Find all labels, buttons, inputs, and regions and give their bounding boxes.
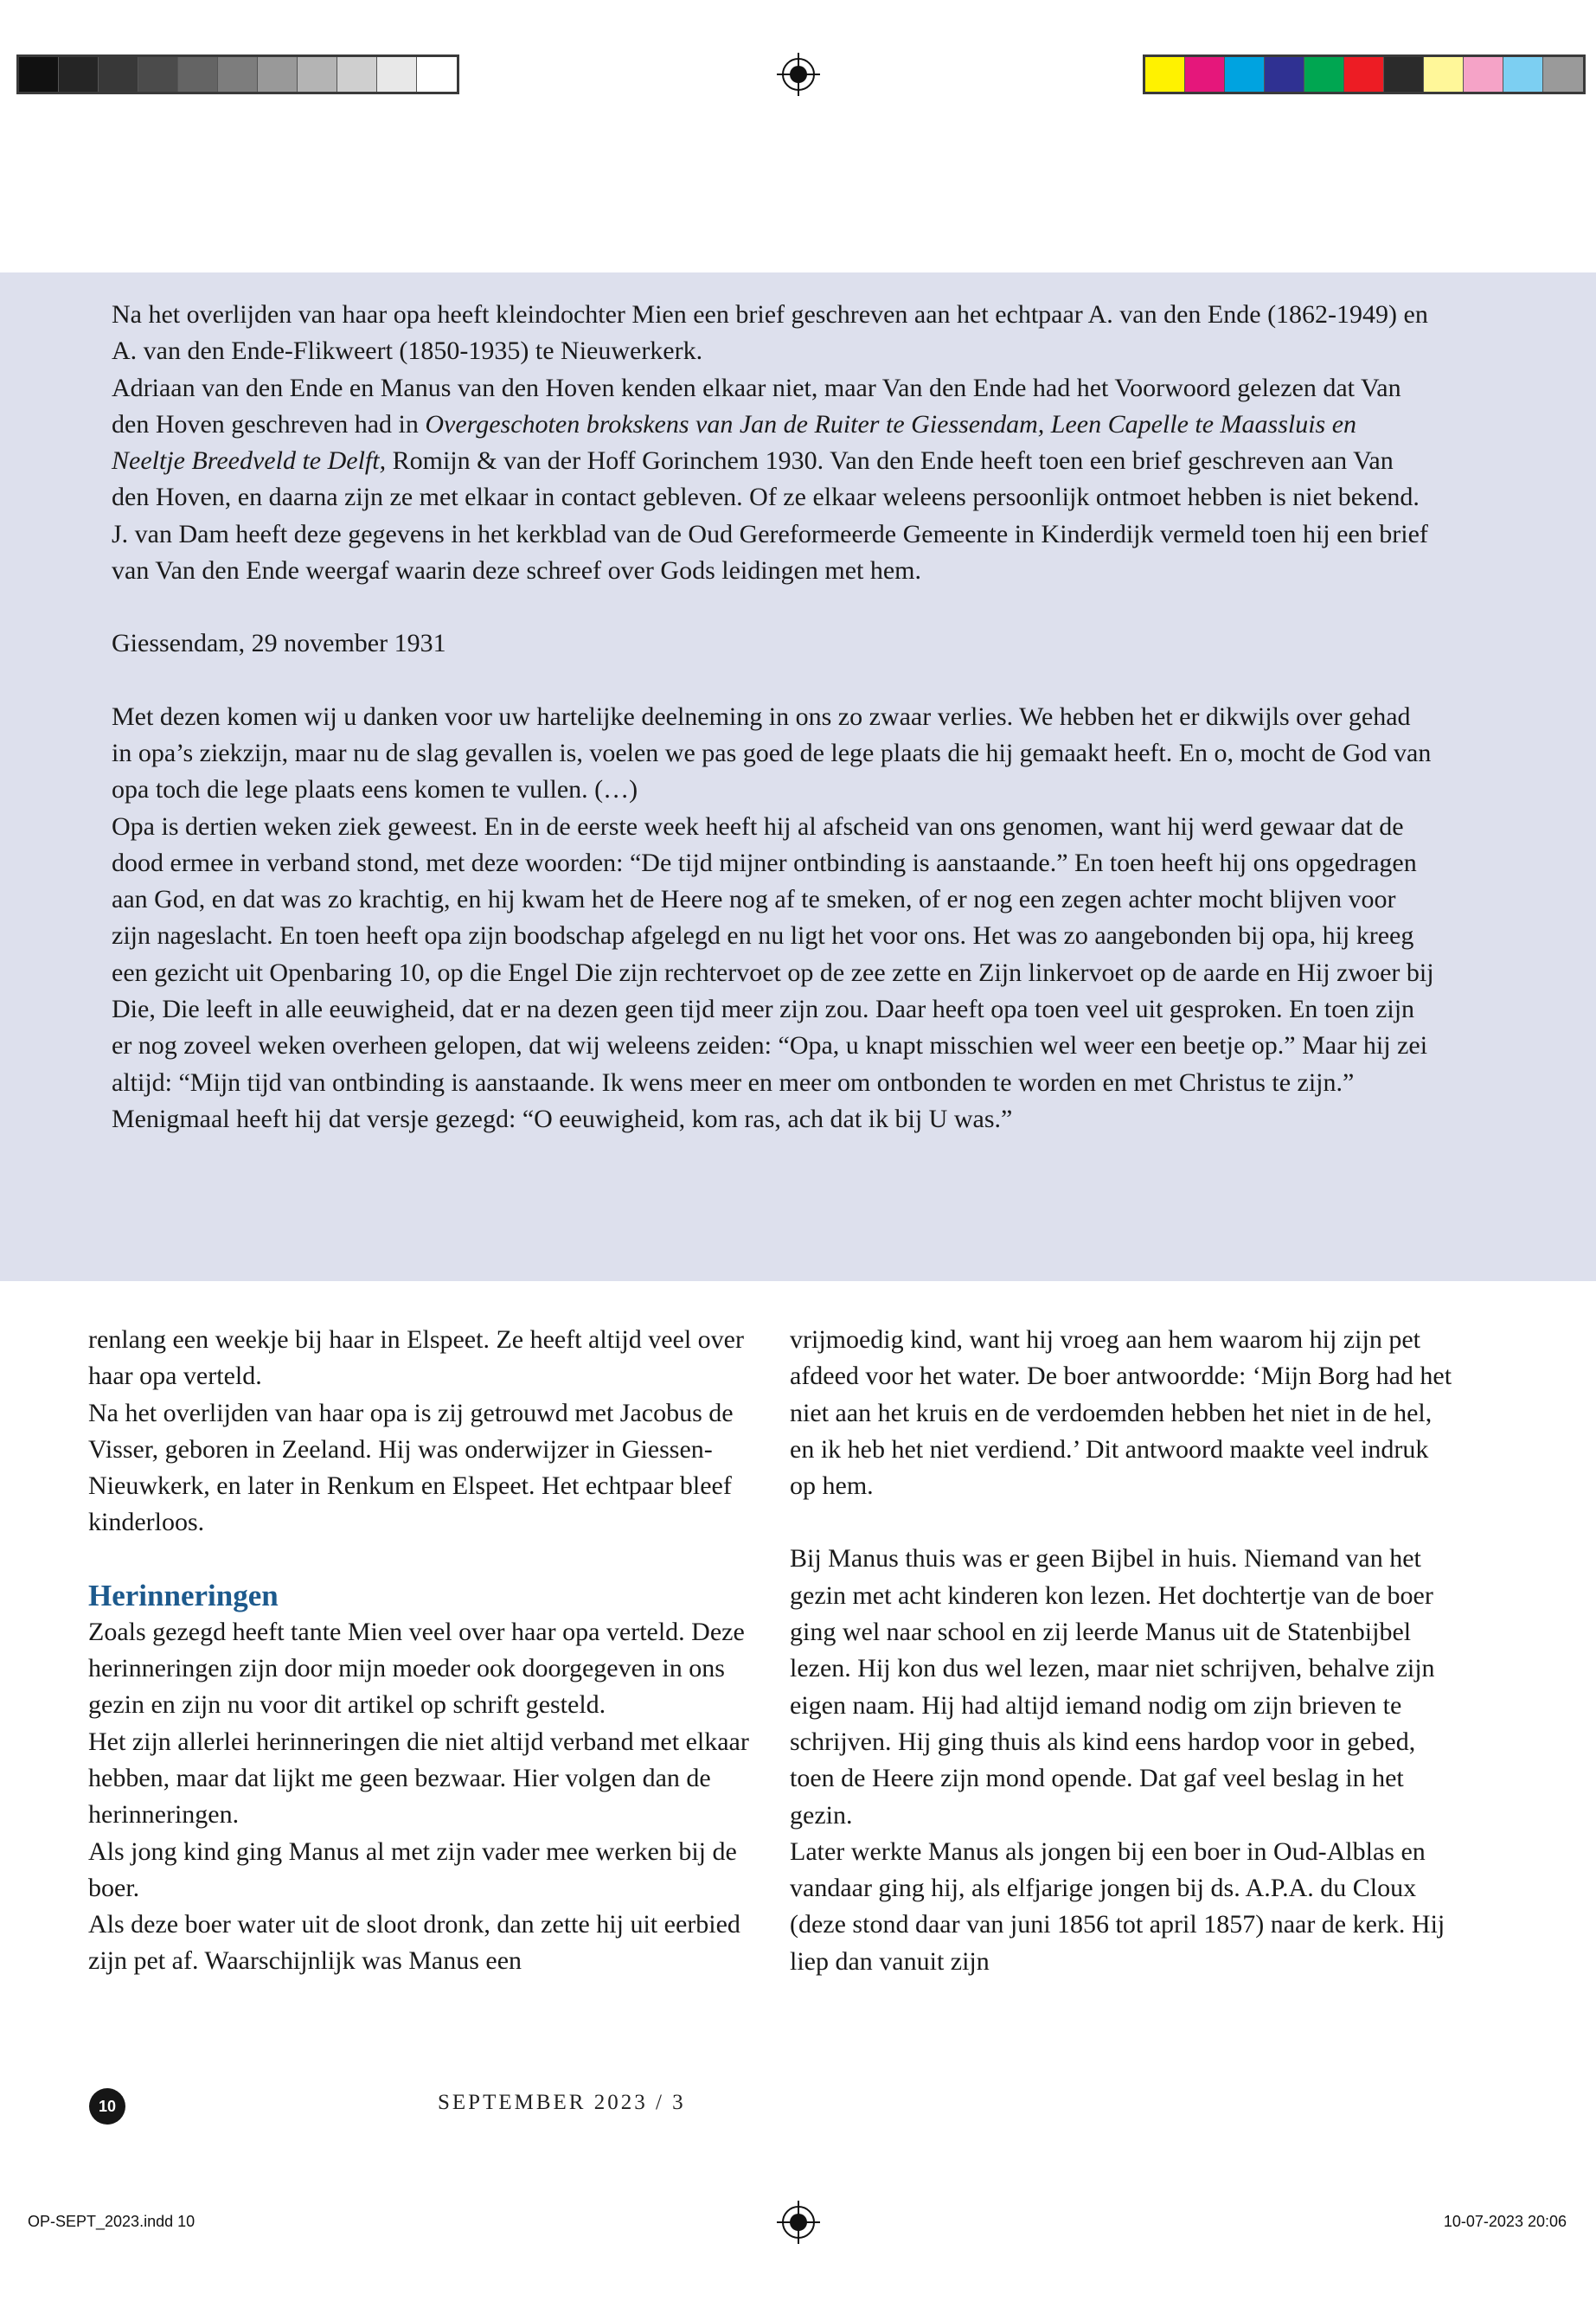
color-swatch <box>1265 57 1304 92</box>
color-swatch <box>218 57 258 92</box>
color-swatch <box>1145 57 1185 92</box>
body-paragraph: Het zijn allerlei herinneringen die niet altijd verband met elkaar hebben, maar dat lijkt me geen bezwaar. Hier volgen dan de herinneringen. <box>88 1727 749 1830</box>
letter-box <box>0 272 1596 1281</box>
body-paragraph: Bij Manus thuis was er geen Bijbel in huis. Niemand van het gezin met acht kinderen kon lezen. Het dochtertje van de boer ging wel naar school en zij leerde Manus uit de Statenbijbel lezen. Hij kon dus wel lezen, maar niet schrijven, behalve zijn eigen naam. Hij had altijd iemand nodig om zijn brieven te schrijven. Hij ging thuis als kind eens hardop voor in gebed, toen de Heere zijn mond opende. Dat gaf veel beslag in het gezin. <box>790 1544 1435 1830</box>
letter-date: Giessendam, 29 november 1931 <box>112 629 446 658</box>
section-heading: Herinneringen <box>88 1578 279 1612</box>
page-number-badge: 10 <box>89 2088 125 2125</box>
intro-paragraph-1: Na het overlijden van haar opa heeft kleindochter Mien een brief geschreven aan het echtpaar A. van den Ende (1862-1949) en A. van den Ende-Flikweert (1850-1935) te Nieuwerkerk. <box>112 300 1428 366</box>
color-swatch <box>1464 57 1503 92</box>
color-swatch <box>19 57 59 92</box>
color-swatch <box>1384 57 1424 92</box>
color-swatch <box>1503 57 1543 92</box>
body-paragraph: vrijmoedig kind, want hij vroeg aan hem waarom hij zijn pet afdeed voor het water. De boer antwoordde: ‘Mijn Borg had het niet aan het kruis en de verdoemden hebben het niet in de hel, en ik heb het niet verdiend.’ Dit antwoord maakte veel indruk op hem. <box>790 1325 1452 1501</box>
letter-box-text <box>112 297 1435 1138</box>
color-swatch <box>99 57 138 92</box>
color-swatch <box>377 57 417 92</box>
color-swatch <box>1185 57 1225 92</box>
intro-paragraph-3: J. van Dam heeft deze gegevens in het kerkblad van de Oud Gereformeerde Gemeente in Kinderdijk vermeld toen hij een brief van Van den Ende weergaf waarin deze schreef over Gods leidingen met hem. <box>112 519 1428 586</box>
color-swatch <box>1424 57 1464 92</box>
color-swatch <box>178 57 218 92</box>
body-paragraph: Later werkte Manus als jongen bij een boer in Oud-Alblas en vandaar ging hij, als elfjarige jongen bij ds. A.P.A. du Cloux (deze stond daar van juni 1856 tot april 1857) naar de kerk. Hij liep dan vanuit zijn <box>790 1836 1445 1976</box>
color-swatch <box>337 57 377 92</box>
color-swatch <box>258 57 298 92</box>
color-swatch <box>1344 57 1384 92</box>
color-swatch <box>417 57 457 92</box>
letter-paragraph-2: Opa is dertien weken ziek geweest. En in de eerste week heeft hij al afscheid van ons genomen, want hij werd gewaar dat de dood ermee in verband stond, met deze woorden: “De tijd mijner ontbinding is aanstaande.” En toen heeft hij ons opgedragen aan God, en dat was zo krachtig, en hij kwam het de Heere nog af te smeken, of er nog een zegen achter mocht blijven voor zijn nageslacht. En toen heeft opa zijn boodschap afgelegd en nu ligt het voor ons. Het was zo aangebonden bij opa, hij kreeg een gezicht uit Openbaring 10, op die Engel Die zijn rechtervoet op de zee zette en Zijn linkervoet op de aarde en Hij zwoer bij Die, Die leeft in alle eeuwigheid, dat er na dezen geen tijd meer zijn zou. Daar heeft opa toen veel uit gesproken. En toen zijn er nog zoveel weken overheen gelopen, dat wij weleens zeiden: “Opa, u knapt misschien wel weer een beetje op.” Maar hij zei altijd: “Mijn tijd van ontbinding is aanstaande. Ik wens meer en meer om ontbonden te worden en met Christus te zijn.” Menigmaal heeft hij dat versje gezegd: “O eeuwigheid, kom ras, ach dat ik bij U was.” <box>112 811 1434 1133</box>
registration-mark-icon <box>782 2206 815 2239</box>
color-swatch <box>1543 57 1583 92</box>
process-color-bar <box>1143 54 1586 94</box>
intro-paragraph-2: Adriaan van den Ende en Manus van den Hoven kenden elkaar niet, maar Van den Ende had het Voorwoord gelezen dat Van den Hoven geschreven had in Overgeschoten brokskens van Jan de Ruiter te Giessendam, Leen Capelle te Maassluis en Neeltje Breedveld te Delft, Romijn & van der Hoff Gorinchem 1930. Van den Ende heeft toen een brief geschreven aan Van den Hoven, en daarna zijn ze met elkaar in contact gebleven. Of ze elkaar weleens persoonlijk ontmoet hebben is niet bekend. <box>112 373 1420 512</box>
body-paragraph: Als deze boer water uit de sloot dronk, dan zette hij uit eerbied zijn pet af. Waarschijnlijk was Manus een <box>88 1910 740 1976</box>
date-slug: 10-07-2023 20:06 <box>1443 2213 1567 2230</box>
right-column <box>790 1322 1460 1980</box>
color-swatch <box>298 57 337 92</box>
left-column <box>88 1322 759 1980</box>
color-swatch <box>1304 57 1344 92</box>
file-slug: OP-SEPT_2023.indd 10 <box>28 2213 195 2230</box>
color-swatch <box>59 57 99 92</box>
letter-paragraph-1: Met dezen komen wij u danken voor uw hartelijke deelneming in ons zo zwaar verlies. We hebben het er dikwijls over gehad in opa’s ziekzijn, maar nu de slag gevallen is, voelen we pas goed de lege plaats die hij gemaakt heeft. En o, mocht de God van opa toch die lege plaats eens komen te vullen. (…) <box>112 702 1432 804</box>
grayscale-color-bar <box>16 54 459 94</box>
body-paragraph: Na het overlijden van haar opa is zij getrouwd met Jacobus de Visser, geboren in Zeeland. Hij was onderwijzer in Giessen-Nieuwkerk, en later in Renkum en Elspeet. Het echtpaar bleef kinderloos. <box>88 1398 734 1537</box>
body-paragraph: Zoals gezegd heeft tante Mien veel over haar opa verteld. Deze herinneringen zijn door mijn moeder ook doorgegeven in ons gezin en zijn nu voor dit artikel op schrift gesteld. <box>88 1617 745 1720</box>
registration-mark-icon <box>782 58 815 91</box>
color-swatch <box>1225 57 1265 92</box>
body-paragraph: Als jong kind ging Manus al met zijn vader mee werken bij de boer. <box>88 1836 737 1902</box>
body-paragraph: renlang een weekje bij haar in Elspeet. Ze heeft altijd veel over haar opa verteld. <box>88 1325 744 1391</box>
book-title: Overgeschoten brokskens van Jan de Ruiter te Giessendam, Leen Capelle te Maassluis en Neeltje Breedveld te Delft, <box>112 409 1357 476</box>
issue-label: SEPTEMBER 2023 / 3 <box>438 2091 686 2114</box>
color-swatch <box>138 57 178 92</box>
